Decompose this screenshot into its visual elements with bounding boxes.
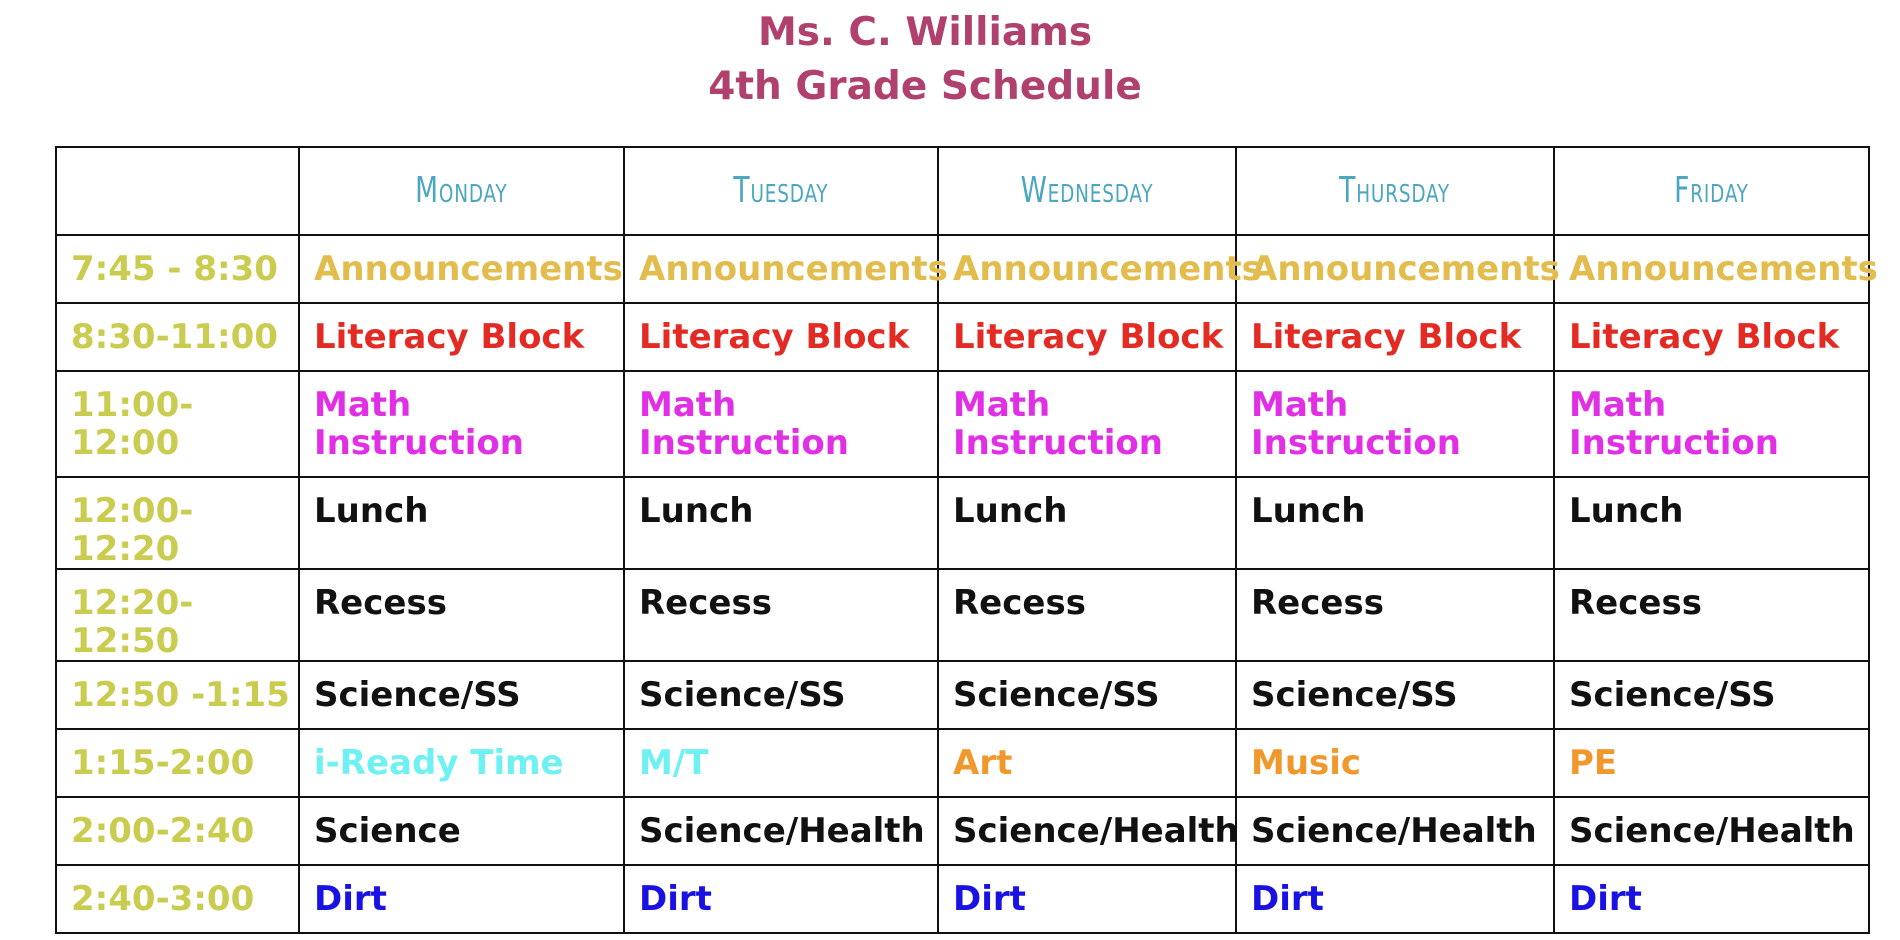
activity-cell: Science xyxy=(299,797,624,865)
activity-cell: Science/SS xyxy=(624,661,938,729)
activity-cell: Literacy Block xyxy=(1236,303,1554,371)
activity-cell: Music xyxy=(1236,729,1554,797)
day-header-monday xyxy=(299,147,624,235)
schedule-row xyxy=(56,477,1869,569)
activity-cell: Lunch xyxy=(938,477,1236,569)
activity-cell: i-Ready Time xyxy=(299,729,624,797)
activity-cell: Recess xyxy=(624,569,938,661)
activity-cell: Recess xyxy=(1554,569,1869,661)
activity-cell: Math Instruction xyxy=(938,371,1236,477)
activity-cell: Recess xyxy=(938,569,1236,661)
activity-cell: Lunch xyxy=(299,477,624,569)
time-slot: 1:15-2:00 xyxy=(56,729,299,797)
day-header-tuesday xyxy=(624,147,938,235)
day-header-friday xyxy=(1554,147,1869,235)
teacher-name: Ms. C. Williams xyxy=(757,10,1093,55)
day-header-wednesday xyxy=(938,147,1236,235)
activity-cell: Science/Health xyxy=(938,797,1236,865)
activity-cell: Announcements xyxy=(938,235,1236,303)
schedule-row xyxy=(56,661,1869,729)
day-label: Tuesday xyxy=(733,170,829,211)
time-slot: 12:00-12:20 xyxy=(56,477,299,569)
activity-cell: Dirt xyxy=(624,865,938,933)
day-label: Friday xyxy=(1674,170,1749,211)
activity-cell: Literacy Block xyxy=(624,303,938,371)
schedule-row xyxy=(56,865,1869,933)
schedule-row xyxy=(56,371,1869,477)
schedule-row xyxy=(56,729,1869,797)
activity-cell: Dirt xyxy=(299,865,624,933)
time-slot: 8:30-11:00 xyxy=(56,303,299,371)
day-label: Monday xyxy=(415,170,508,211)
activity-cell: Announcements xyxy=(1236,235,1554,303)
time-slot: 12:20-12:50 xyxy=(56,569,299,661)
activity-cell: Science/SS xyxy=(299,661,624,729)
day-label: Wednesday xyxy=(1020,170,1154,211)
time-slot: 11:00-12:00 xyxy=(56,371,299,477)
activity-cell: Science/SS xyxy=(1236,661,1554,729)
activity-cell: Announcements xyxy=(299,235,624,303)
activity-cell: Lunch xyxy=(1554,477,1869,569)
page-header xyxy=(0,6,1850,114)
activity-cell: Science/Health xyxy=(1236,797,1554,865)
activity-cell: Literacy Block xyxy=(299,303,624,371)
day-label: Thursday xyxy=(1339,170,1451,211)
activity-cell: Literacy Block xyxy=(938,303,1236,371)
activity-cell: Announcements xyxy=(624,235,938,303)
activity-cell: Announcements xyxy=(1554,235,1869,303)
corner-cell xyxy=(56,147,299,235)
activity-cell: Math Instruction xyxy=(299,371,624,477)
activity-cell: Dirt xyxy=(1236,865,1554,933)
schedule-table xyxy=(55,146,1878,934)
schedule-body xyxy=(56,235,1878,933)
time-slot: 12:50 -1:15 xyxy=(56,661,299,729)
activity-cell: Science/SS xyxy=(1554,661,1869,729)
schedule-row xyxy=(56,235,1869,303)
activity-cell: Science/SS xyxy=(938,661,1236,729)
activity-cell: Dirt xyxy=(1554,865,1869,933)
activity-cell: Dirt xyxy=(938,865,1236,933)
activity-cell: Art xyxy=(938,729,1236,797)
day-header-row xyxy=(56,147,1869,235)
schedule-row xyxy=(56,569,1869,661)
activity-cell: Science/Health xyxy=(1554,797,1869,865)
schedule-title: 4th Grade Schedule xyxy=(708,64,1142,109)
schedule-row xyxy=(56,797,1869,865)
time-slot: 2:40-3:00 xyxy=(56,865,299,933)
activity-cell: PE xyxy=(1554,729,1869,797)
activity-cell: Lunch xyxy=(1236,477,1554,569)
activity-cell: Math Instruction xyxy=(1236,371,1554,477)
activity-cell: Literacy Block xyxy=(1554,303,1869,371)
activity-cell: Math Instruction xyxy=(1554,371,1869,477)
activity-cell: Math Instruction xyxy=(624,371,938,477)
day-header-thursday xyxy=(1236,147,1554,235)
time-slot: 7:45 - 8:30 xyxy=(56,235,299,303)
activity-cell: Recess xyxy=(1236,569,1554,661)
activity-cell: Lunch xyxy=(624,477,938,569)
activity-cell: M/T xyxy=(624,729,938,797)
activity-cell: Science/Health xyxy=(624,797,938,865)
schedule-row xyxy=(56,303,1869,371)
time-slot: 2:00-2:40 xyxy=(56,797,299,865)
activity-cell: Recess xyxy=(299,569,624,661)
